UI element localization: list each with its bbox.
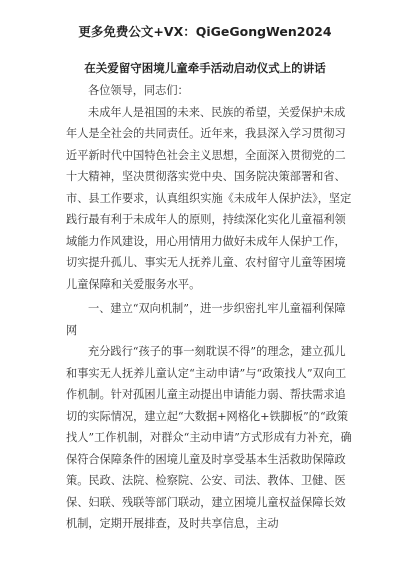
document-title: 在关爱留守困境儿童牵手活动启动仪式上的讲话 — [84, 61, 326, 75]
paragraph: 未成年人是祖国的未来、民族的希望，关爱保护未成年人是全社会的共同责任。近年来，我县深入学习贯彻习近平新时代中国特色社会主义思想，全面深入贯彻党的二十大精神，坚决贯彻落实党中央、国务院决策部署和省、市、县工作要求，认真组织实施《未成年人保护法》，坚定践行最有利于未成年人的原则，持续深化实化儿童福利领域能力作风建设，用心用情用力做好未成年人保护工作，切实提升孤儿、事实无人抚养儿童、农村留守儿童等困境儿童保障和关爱服务水平。 — [66, 105, 352, 291]
greeting: 各位领导，同志们： — [88, 84, 189, 97]
document-body — [66, 80, 356, 535]
page-header: 更多免费公文+VX：QiGeGongWen2024 — [78, 24, 332, 39]
section-heading: 一、建立“双向机制”，进一步织密扎牢儿童福利保障网 — [66, 302, 346, 337]
paragraph: 充分践行“孩子的事一刻耽误不得”的理念，建立孤儿和事实无人抚养儿童认定“主动申请”与“政策找人”双向工作机制。针对孤困儿童主动提出申请能力弱、帮扶需求追切的实际情况，建立起“大数据+网格化+铁脚板”的“政策找人”工作机制，对群众“主动申请”方式形成有力补充，确保符合保障条件的困境儿童及时享受基本生活救助保障政策。民政、法院、检察院、公安、司法、教体、卫健、医保、妇联、残联等部门联动，建立困境儿童权益保障长效机制，定期开展排查，及时共享信息，主动 — [66, 345, 352, 530]
